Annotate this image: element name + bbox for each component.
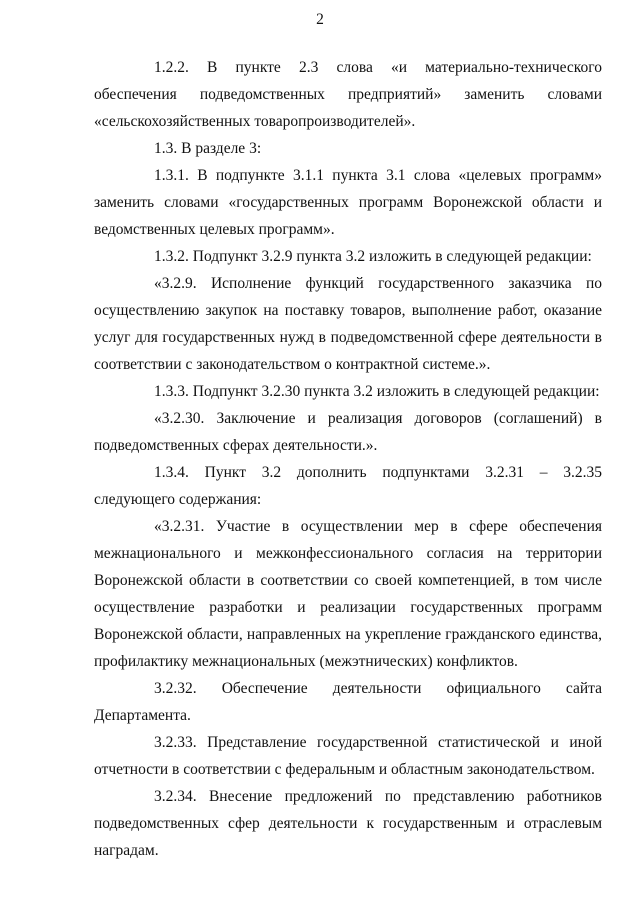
paragraph-1-3-4: 1.3.4. Пункт 3.2 дополнить подпунктами 3.2.31 – 3.2.35 следующего содержания: <box>94 464 602 508</box>
paragraph-3-2-34: 3.2.34. Внесение предложений по представлению работников подведомственных сфер деятельности к государственным и отраслевым наградам. <box>94 788 602 859</box>
paragraph-3-2-31: «3.2.31. Участие в осуществлении мер в сфере обеспечения межнационального и межконфессионального согласия на территории Воронежской области в соответствии со своей компетенцией, в том числе осуществление разработки и реализации государственных программ Воронежской области, направленных на укрепление гражданского единства, профилактику межнациональных (межэтнических) конфликтов. <box>94 518 602 670</box>
paragraph-1-3-3: 1.3.3. Подпункт 3.2.30 пункта 3.2 изложить в следующей редакции: <box>154 383 600 400</box>
paragraph-1-3: 1.3. В разделе 3: <box>154 140 262 157</box>
page-number: 2 <box>316 11 324 28</box>
paragraph-1-2-2: 1.2.2. В пункте 2.3 слова «и материально-технического обеспечения подведомственных предприятий» заменить словами «сельскохозяйственных товаропроизводителей». <box>94 59 602 130</box>
paragraph-1-3-2: 1.3.2. Подпункт 3.2.9 пункта 3.2 изложить в следующей редакции: <box>154 248 592 265</box>
paragraph-1-3-1: 1.3.1. В подпункте 3.1.1 пункта 3.1 слова «целевых программ» заменить словами «государственных программ Воронежской области и ведомственных целевых программ». <box>94 167 602 238</box>
paragraph-3-2-30: «3.2.30. Заключение и реализация договоров (соглашений) в подведомственных сферах деятельности.». <box>94 410 602 454</box>
document-body <box>94 54 602 864</box>
paragraph-3-2-33: 3.2.33. Представление государственной статистической и иной отчетности в соответствии с федеральным и областным законодательством. <box>94 734 602 778</box>
paragraph-3-2-32: 3.2.32. Обеспечение деятельности официального сайта Департамента. <box>94 680 602 724</box>
paragraph-3-2-9: «3.2.9. Исполнение функций государственного заказчика по осуществлению закупок на поставку товаров, выполнение работ, оказание услуг для государственных нужд в подведомственной сфере деятельности в соответствии с законодательством о контрактной системе.». <box>94 275 602 373</box>
